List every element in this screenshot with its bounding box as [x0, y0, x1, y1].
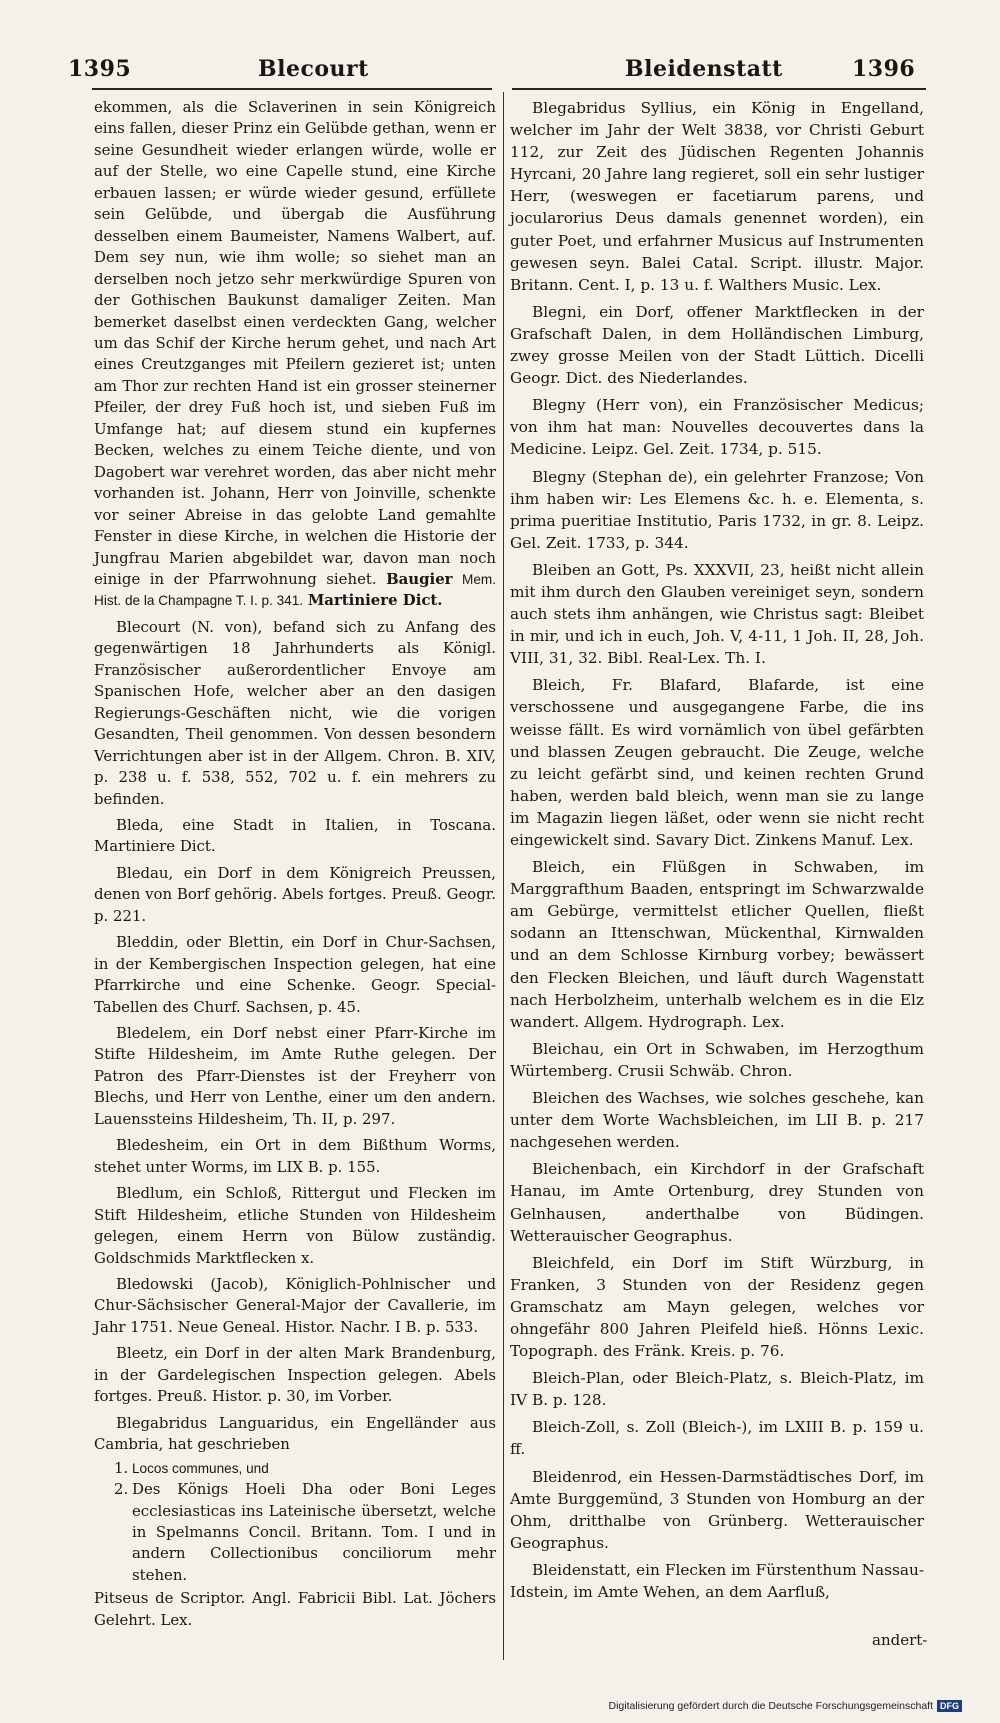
page-number-right: 1396	[852, 56, 916, 82]
entry-bleich-fluss: Bleich, ein Flüßgen in Schwaben, im Marggrafthum Baaden, entspringt im Schwarzwalde am Gebürge, vermittelst etlicher Quellen, fließt sodann an Ittenschwan, Mückenthal, Kirnwalden und an dem Schlosse Kirnburg vorbey; bewässert den Flecken Bleichen, und läuft durch Wagenstatt nach Herbolzheim, unterhalb welchem es in die Elz wandert. Allgem. Hydrograph. Lex.	[510, 858, 924, 1031]
left-column	[94, 97, 496, 1636]
entry-bleichen-des-wachses: Bleichen des Wachses, wie solches geschehe, kan unter dem Worte Wachsbleichen, im LII B. p. 217 nachgesehen werden.	[510, 1089, 924, 1152]
entry-bledesheim: Bledesheim, ein Ort in dem Bißthum Worms, stehet unter Worms, im LIX B. p. 155.	[94, 1136, 496, 1176]
footer-text: Digitalisierung gefördert durch die Deutsche Forschungsgemeinschaft	[608, 1700, 933, 1712]
entry-bleich-zoll: Bleich-Zoll, s. Zoll (Bleich-), im LXIII B. p. 159 u. ff.	[510, 1418, 924, 1459]
list-text: Locos communes, und	[132, 1460, 269, 1476]
list-item	[94, 1479, 496, 1586]
reference-source: Martiniere Dict.	[307, 591, 443, 610]
entry-blegabridus-syllius: Blegabridus Syllius, ein König in Engelland, welcher im Jahr der Welt 3838, vor Christi Geburt 112, zur Zeit des Jüdischen Regenten Johannis Hyrcani, 20 Jahre lang regieret, soll ein sehr lustiger Herr, (weswegen er facetiarum parens, und jocularorius Deus damals genennet worden), ein guter Poet, und erfahrner Musicus auf Instrumenten gewesen seyn. Balei Catal. Script. illustr. Major. Britann. Cent. I, p. 13 u. f. Walthers Music. Lex.	[510, 99, 924, 294]
entry-bleidenstatt: Bleidenstatt, ein Flecken im Fürstenthum Nassau-Idstein, im Amte Wehen, an dem Aarfluß,	[510, 1560, 924, 1601]
entry-bleddin: Bleddin, oder Blettin, ein Dorf in Chur-Sachsen, in der Kembergischen Inspection gelegen, hat eine Pfarrkirche und eine Schenke. Geogr. Special-Tabellen des Churf. Sachsen, p. 45.	[94, 933, 496, 1016]
entry-blecourt: Blecourt (N. von), befand sich zu Anfang des gegenwärtigen 18 Jahrhunderts als Königl. Französischer außerordentlicher Envoye am Spanischen Hofe, welcher aber an den dasigen Regierungs-Geschäften nicht, wie die vorigen Gesandten, Theil genommen. Von dessen besondern Verrichtungen aber ist in der Allgem. Chron. B. XIV, p. 238 u. f. 538, 552, 702 u. f. ein mehrers zu befinden.	[94, 617, 496, 808]
header-rule-right	[512, 88, 926, 90]
entry-bleich-farbe: Bleich, Fr. Blafard, Blafarde, ist eine verschossene und ausgegangene Farbe, die ins weisse fällt. Es wird vornämlich von übel gefärbten und blassen Zeugen gebraucht. Die Zeuge, welche zu leicht gefärbt sind, und keinen rechten Grund haben, werden bald bleich, wenn man sie zu lange im Magazin liegen läßet, oder wenn sie nicht recht eingewickelt sind. Savary Dict. Zinkens Manuf. Lex.	[510, 676, 924, 849]
entry-blegny-herr: Blegny (Herr von), ein Französischer Medicus; von ihm hat man: Nouvelles decouvertes dans la Medicine. Leipz. Gel. Zeit. 1734, p. 515.	[510, 396, 924, 459]
list-text: Des Königs Hoeli Dha oder Boni Leges ecclesiasticas ins Lateinische übersetzt, welche in Spelmanns Concil. Britann. Tom. I und in andern Collectionibus conciliorum mehr stehen.	[132, 1480, 496, 1584]
dfg-logo: DFG	[937, 1700, 962, 1712]
catchword: andert-	[872, 1631, 928, 1649]
entry-bleetz: Bleetz, ein Dorf in der alten Mark Brandenburg, in der Gardelegischen Inspection gelegen. Abels fortges. Preuß. Histor. p. 30, im Vorber.	[94, 1344, 496, 1406]
running-head-left: Blecourt	[258, 56, 369, 82]
entry-references: Pitseus de Scriptor. Angl. Fabricii Bibl. Lat. Jöchers Gelehrt. Lex.	[94, 1589, 496, 1629]
entry-bleda: Bleda, eine Stadt in Italien, in Toscana. Martiniere Dict.	[94, 815, 496, 856]
digitization-footer	[608, 1700, 962, 1712]
list-number: 1.	[114, 1458, 129, 1477]
entry-bledau: Bledau, ein Dorf in dem Königreich Preussen, denen von Borf gehörig. Abels fortges. Preuß. Geogr. p. 221.	[94, 863, 496, 925]
entry-bledlum: Bledlum, ein Schloß, Rittergut und Flecken im Stift Hildesheim, etliche Stunden von Hildesheim gelegen, einem Herrn von Bülow zuständig. Goldschmids Marktflecken x.	[94, 1184, 496, 1267]
page-number-left: 1395	[68, 56, 132, 82]
running-head-right: Bleidenstatt	[625, 56, 783, 82]
list-number: 2.	[114, 1480, 129, 1499]
list-item	[94, 1458, 496, 1479]
entry-text: ekommen, als die Sclaverinen in sein Königreich eins fallen, dieser Prinz ein Gelübde gethan, wenn er seine Gesundheit wieder erlangen würde, wolle er auf der Stelle, wo eine Capelle stund, eine Kirche erbauen lassen; er würde wieder gesund, erfüllete sein Gelübde, und übergab die Ausführung desselben einem Baumeister, Namens Walbert, auf. Dem sey nun, wie ihm wolle; so siehet man an derselben noch jetzo sehr merkwürdige Spuren von der Gothischen Baukunst damaliger Zeiten. Man bemerket daselbst einen verdeckten Gang, welcher um das Schif der Kirche herum gehet, und nach Art eines Creutzganges mit Pfeilern gezieret ist; unten am Thor zur rechten Hand ist ein grosser steinerner Pfeiler, der drey Fuß hoch ist, und sieben Fuß im Umfange hat; auf diesem stund ein kupfernes Becken, welches zu einem Teiche diente, und von Dagobert war verehret worden, das aber nicht mehr vorhanden ist. Johann, Herr von Joinville, schenkte vor seiner Abreise in das gelobte Land gemahlte Fenster in diese Kirche, in welchen die Historie der Jungfrau Marien abgebildet war, davon man noch einige in der Pfarrwohnung siehet.	[94, 98, 496, 588]
entry-bleich-plan: Bleich-Plan, oder Bleich-Platz, s. Bleich-Platz, im IV B. p. 128.	[510, 1369, 924, 1410]
entry-paragraph	[94, 97, 496, 612]
entry-bledelem: Bledelem, ein Dorf nebst einer Pfarr-Kirche im Stifte Hildesheim, im Amte Ruthe gelegen. Der Patron des Pfarr-Dienstes ist der Freyherr von Blechs, und Herr von Lenthe, einer um den andern. Lauenssteins Hildesheim, Th. II, p. 297.	[94, 1024, 496, 1128]
entry-blegny-stephan: Blegny (Stephan de), ein gelehrter Franzose; Von ihm haben wir: Les Elemens &c. h. e. Elementa, s. prima pueritiae Institutio, Paris 1732, in gr. 8. Leipz. Gel. Zeit. 1733, p. 344.	[510, 467, 924, 552]
entry-bleiben-an-gott: Bleiben an Gott, Ps. XXXVII, 23, heißt nicht allein mit ihm durch den Glauben vereiniget seyn, sondern auch stets ihm anhängen, wie Christus sagt: Bleibet in mir, und ich in euch, Joh. V, 4-11, 1 Joh. II, 28, Joh. VIII, 31, 32. Bibl. Real-Lex. Th. I.	[510, 560, 924, 668]
entry-bleichfeld: Bleichfeld, ein Dorf im Stift Würzburg, in Franken, 3 Stunden von der Residenz gegen Gramschatz am Mayn gelegen, welches vor ohngefähr 800 Jahren Pleifeld hieß. Hönns Lexic. Topograph. des Fränk. Kreis. p. 76.	[510, 1253, 924, 1361]
column-divider	[503, 92, 504, 1660]
entry-blegni: Blegni, ein Dorf, offener Marktflecken in der Grafschaft Dalen, in dem Holländischen Limburg, zwey grosse Meilen von der Stadt Lüttich. Dicelli Geogr. Dict. des Niederlandes.	[510, 302, 924, 388]
entry-blegabridus-languaridus: Blegabridus Languaridus, ein Engelländer aus Cambria, hat geschrieben	[94, 1413, 496, 1454]
reference-citation: Mem. Hist. de la Champagne T. I. p. 341.	[94, 571, 496, 609]
reference-author: Baugier	[386, 569, 453, 588]
entry-bleichau: Bleichau, ein Ort in Schwaben, im Herzogthum Würtemberg. Crusii Schwäb. Chron.	[510, 1039, 924, 1080]
right-column	[510, 97, 924, 1608]
entry-bleidenrod: Bleidenrod, ein Hessen-Darmstädtisches Dorf, im Amte Burggemünd, 3 Stunden von Homburg an der Ohm, dritthalbe von Grünberg. Wetterauischer Geographus.	[510, 1467, 924, 1552]
header-rule-left	[92, 88, 492, 90]
entry-bleichenbach: Bleichenbach, ein Kirchdorf in der Grafschaft Hanau, im Amte Ortenburg, drey Stunden von Gelnhausen, anderthalbe von Büdingen. Wetterauischer Geographus.	[510, 1160, 924, 1245]
entry-bledowski: Bledowski (Jacob), Königlich-Pohlnischer und Chur-Sächsischer General-Major der Cavallerie, im Jahr 1751. Neue Geneal. Histor. Nachr. I B. p. 533.	[94, 1275, 496, 1336]
